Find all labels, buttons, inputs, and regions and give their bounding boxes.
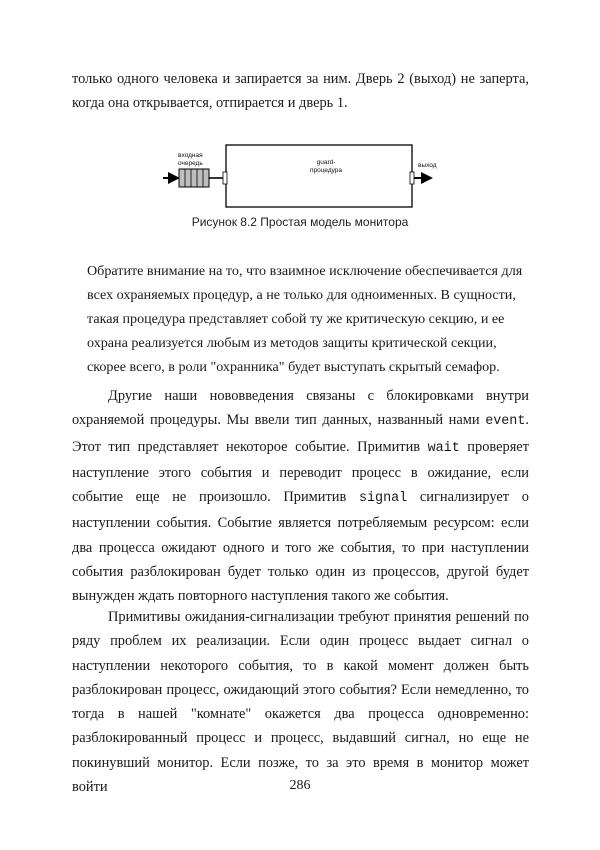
code-wait: wait [427,440,460,456]
note-block [87,259,532,379]
note-line: Обратите внимание на то, что взаимное исключение обеспечивается для [87,263,523,279]
page-number: 286 [289,778,311,793]
input-queue [179,169,209,187]
top-paragraph: только одного человека и запирается за ним. Дверь 2 (выход) не заперта, когда она открывается, отпирается и дверь 1. [72,71,529,112]
guard-procedure-box [226,145,412,207]
paragraph-events-part4: сигнализирует о наступлении события. Событие является потребляемым ресурсом: если два процесса ожидают одного и того же события, то при наступлении события разблокирован будет только один из процессов, другой будет вынужден ждать повторного наступления такого же события. [72,489,529,605]
exit-door [410,172,414,184]
box-label-line1: guard- [316,159,336,166]
note-line: всех охраняемых процедур, а не только для одноименных. В сущности, [87,287,516,304]
paragraph-signal-problems: Примитивы ожидания-сигнализации требуют принятия решений по ряду проблем их реализации. Если один процесс выдает сигнал о наступлении некоторого события, то в какой момент должен быть разблокирован процесс, ожидающий этого события? Если немедленно, то тогда в нашей "комнате" окажется два процесса одновременно: разблокированный процесс и процесс, выдавший сигнал, но еще не покинувший монитор. Если позже, то за это время в монитор может войти [72,609,529,796]
code-event: event [485,414,526,430]
paragraph-events [72,384,529,609]
entry-door [223,172,227,184]
queue-label-line2: очередь [178,160,203,167]
monitor-figure [0,140,600,210]
box-label-line2: процедура [309,167,343,174]
note-line: такая процедура представляет собой ту же критическую секцию, и ее [87,311,505,328]
code-signal: signal [358,491,408,507]
queue-label-line1: входная [178,152,203,159]
paragraph-events-part1: Другие наши нововведения связаны с блокировками внутри охраняемой процедуры. Мы ввели тип данных, названный нами [72,388,529,429]
exit-label: выход [418,162,437,169]
paragraph-events-part3: проверяет наступление этого события и переводит процесс в ожидание, если событие еще не произошло. Примитив [72,438,529,506]
paragraph-events-part2: . Этот тип представляет некоторое событие. Примитив [72,412,529,455]
note-line: охрана реализуется любым из методов защиты критической секции, [87,335,497,352]
figure-caption: Рисунок 8.2 Простая модель монитора [191,215,409,229]
note-line: скорее всего, в роли "охранника" будет выступать скрытый семафор. [87,359,500,376]
